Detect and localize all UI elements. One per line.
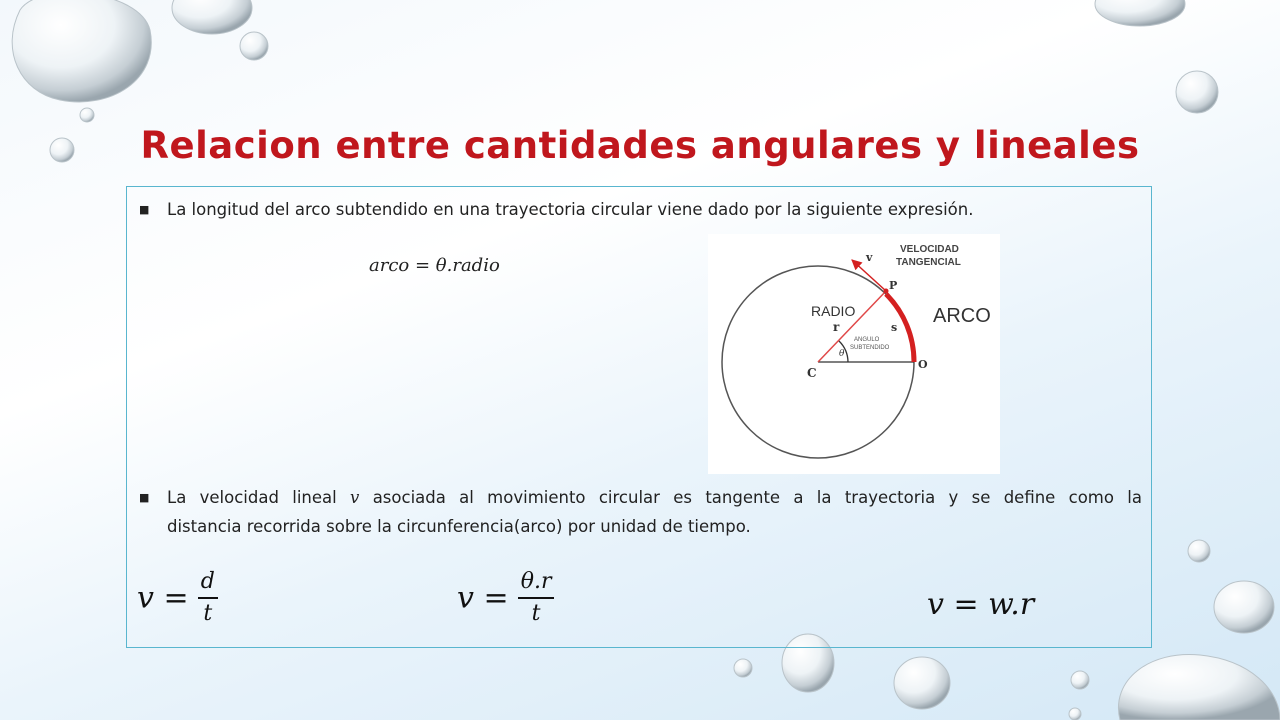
radius-line bbox=[818, 291, 886, 362]
label-s: s bbox=[891, 321, 898, 334]
formula1-fraction bbox=[198, 567, 218, 629]
text-part2: asociada al movimiento circular es tangente a la trayectoria y se define como la bbox=[359, 488, 1142, 507]
bullet-arc-length bbox=[139, 195, 1147, 224]
formula2-lhs: v = bbox=[457, 580, 509, 616]
text-var-v: v bbox=[350, 488, 360, 507]
formula1-numerator: d bbox=[198, 567, 218, 599]
label-o: O bbox=[918, 358, 928, 371]
circle-diagram-svg bbox=[708, 234, 1000, 474]
label-p: P bbox=[889, 279, 898, 292]
label-arco: ARCO bbox=[933, 305, 991, 327]
slide-title: Relacion entre cantidades angulares y lineales bbox=[140, 124, 1140, 167]
point-p bbox=[884, 289, 889, 294]
label-theta: θ bbox=[839, 349, 845, 359]
formula-v-w-r: v = w.r bbox=[927, 587, 1035, 622]
label-c: C bbox=[807, 366, 817, 380]
content-box bbox=[126, 186, 1152, 648]
formula-v-theta-r-over-t bbox=[457, 567, 554, 629]
label-subtendido: SUBTENDIDO bbox=[850, 345, 890, 351]
bullet-linear-velocity bbox=[139, 483, 1142, 541]
formula1-lhs: v = bbox=[137, 580, 189, 616]
square-bullet-icon: ■ bbox=[139, 491, 150, 504]
bullet-linear-velocity-line1 bbox=[167, 483, 1142, 512]
arc-equation: arco = θ.radio bbox=[369, 255, 500, 276]
formula-v-d-over-t bbox=[137, 567, 218, 629]
label-r: r bbox=[833, 320, 840, 334]
square-bullet-icon: ■ bbox=[139, 203, 150, 216]
text-part1: La velocidad lineal bbox=[167, 488, 351, 507]
bullet-linear-velocity-line2: distancia recorrida sobre la circunferencia(arco) por unidad de tiempo. bbox=[167, 517, 751, 536]
label-velocidad: VELOCIDAD bbox=[900, 244, 959, 255]
formula1-denominator: t bbox=[203, 601, 213, 626]
label-v: v bbox=[866, 251, 873, 264]
formula2-numerator: θ.r bbox=[518, 567, 555, 599]
bullet-arc-length-text: La longitud del arco subtendido en una trayectoria circular viene dado por la siguiente expresión. bbox=[167, 200, 974, 219]
tangential-velocity-arrow bbox=[852, 260, 886, 291]
formula2-denominator: t bbox=[531, 601, 541, 626]
label-tangencial: TANGENCIAL bbox=[896, 257, 961, 268]
circular-motion-diagram bbox=[708, 234, 1000, 474]
label-angulo: ANGULO bbox=[854, 337, 880, 343]
label-radio: RADIO bbox=[811, 303, 856, 319]
formula2-fraction bbox=[518, 567, 555, 629]
